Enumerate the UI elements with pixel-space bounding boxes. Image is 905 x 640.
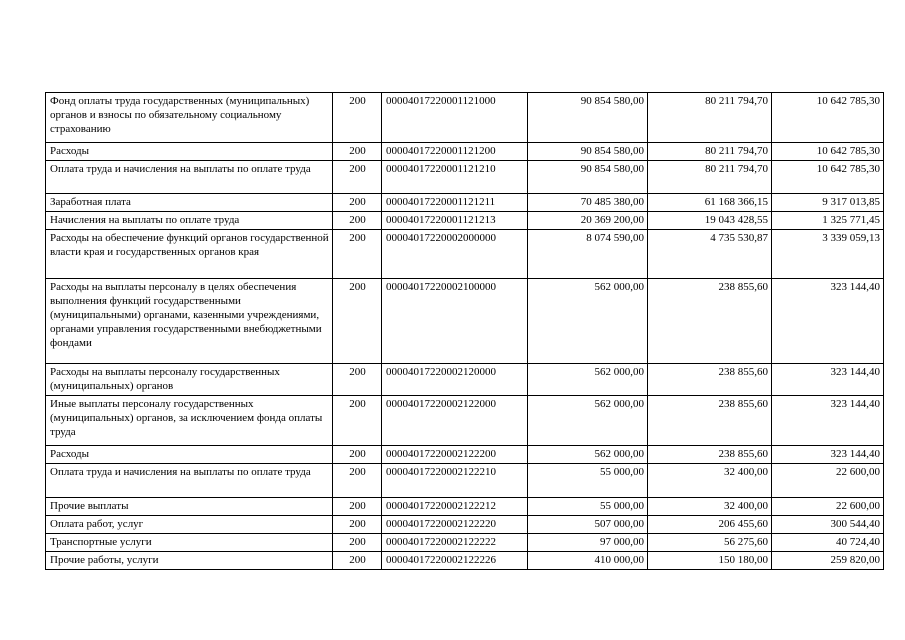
row-line-code: 200: [333, 552, 382, 570]
row-line-code: 200: [333, 212, 382, 230]
row-executed-amount: 80 211 794,70: [648, 161, 772, 194]
row-name: Оплата труда и начисления на выплаты по оплате труда: [46, 464, 333, 498]
row-line-code: 200: [333, 464, 382, 498]
row-unexecuted-amount: 10 642 785,30: [772, 161, 884, 194]
table-row: [46, 464, 884, 498]
row-unexecuted-amount: 22 600,00: [772, 464, 884, 498]
row-name: Расходы на выплаты персоналу в целях обеспечения выполнения функций государственными (муниципальными) органами, казенными учреждениями, органами управления государственными внебюджетными фондами: [46, 279, 333, 364]
table-row: [46, 212, 884, 230]
row-executed-amount: 238 855,60: [648, 279, 772, 364]
row-classification-code: 00004017220002122226: [382, 552, 528, 570]
row-executed-amount: 56 275,60: [648, 534, 772, 552]
row-classification-code: 00004017220001121210: [382, 161, 528, 194]
table-row: [46, 446, 884, 464]
row-name: Расходы: [46, 446, 333, 464]
row-approved-amount: 410 000,00: [528, 552, 648, 570]
row-executed-amount: 238 855,60: [648, 364, 772, 396]
row-unexecuted-amount: 40 724,40: [772, 534, 884, 552]
budget-execution-table: [45, 92, 884, 570]
table-row: [46, 498, 884, 516]
row-classification-code: 00004017220002120000: [382, 364, 528, 396]
row-executed-amount: 4 735 530,87: [648, 230, 772, 279]
row-name: Прочие выплаты: [46, 498, 333, 516]
table-row: [46, 161, 884, 194]
row-approved-amount: 562 000,00: [528, 364, 648, 396]
row-unexecuted-amount: 323 144,40: [772, 364, 884, 396]
table-row: [46, 194, 884, 212]
row-executed-amount: 32 400,00: [648, 464, 772, 498]
table-row: [46, 364, 884, 396]
table-row: [46, 516, 884, 534]
row-name: Фонд оплаты труда государственных (муниципальных) органов и взносы по обязательному социальному страхованию: [46, 93, 333, 143]
row-classification-code: 00004017220001121200: [382, 143, 528, 161]
row-unexecuted-amount: 323 144,40: [772, 446, 884, 464]
table-row: [46, 552, 884, 570]
document-page: [45, 92, 883, 570]
table-row: [46, 396, 884, 446]
row-unexecuted-amount: 300 544,40: [772, 516, 884, 534]
row-line-code: 200: [333, 534, 382, 552]
row-classification-code: 00004017220001121000: [382, 93, 528, 143]
table-row: [46, 279, 884, 364]
row-executed-amount: 80 211 794,70: [648, 143, 772, 161]
row-line-code: 200: [333, 279, 382, 364]
row-classification-code: 00004017220002122220: [382, 516, 528, 534]
row-classification-code: 00004017220002122212: [382, 498, 528, 516]
row-name: Расходы: [46, 143, 333, 161]
row-classification-code: 00004017220001121211: [382, 194, 528, 212]
row-classification-code: 00004017220002122210: [382, 464, 528, 498]
row-approved-amount: 70 485 380,00: [528, 194, 648, 212]
row-approved-amount: 97 000,00: [528, 534, 648, 552]
row-name: Начисления на выплаты по оплате труда: [46, 212, 333, 230]
row-name: Транспортные услуги: [46, 534, 333, 552]
row-approved-amount: 90 854 580,00: [528, 93, 648, 143]
row-executed-amount: 32 400,00: [648, 498, 772, 516]
row-name: Прочие работы, услуги: [46, 552, 333, 570]
row-name: Оплата работ, услуг: [46, 516, 333, 534]
row-unexecuted-amount: 22 600,00: [772, 498, 884, 516]
row-approved-amount: 8 074 590,00: [528, 230, 648, 279]
row-line-code: 200: [333, 161, 382, 194]
table-row: [46, 143, 884, 161]
row-classification-code: 00004017220002122222: [382, 534, 528, 552]
row-unexecuted-amount: 10 642 785,30: [772, 93, 884, 143]
row-name: Оплата труда и начисления на выплаты по оплате труда: [46, 161, 333, 194]
row-line-code: 200: [333, 396, 382, 446]
row-name: Заработная плата: [46, 194, 333, 212]
row-name: Расходы на обеспечение функций органов государственной власти края и государственных органов края: [46, 230, 333, 279]
row-approved-amount: 562 000,00: [528, 279, 648, 364]
row-approved-amount: 90 854 580,00: [528, 143, 648, 161]
row-unexecuted-amount: 323 144,40: [772, 279, 884, 364]
row-classification-code: 00004017220002100000: [382, 279, 528, 364]
row-executed-amount: 238 855,60: [648, 396, 772, 446]
row-line-code: 200: [333, 498, 382, 516]
row-line-code: 200: [333, 143, 382, 161]
row-classification-code: 00004017220002000000: [382, 230, 528, 279]
table-row: [46, 230, 884, 279]
row-approved-amount: 507 000,00: [528, 516, 648, 534]
row-line-code: 200: [333, 194, 382, 212]
row-name: Иные выплаты персоналу государственных (муниципальных) органов, за исключением фонда оплаты труда: [46, 396, 333, 446]
row-line-code: 200: [333, 230, 382, 279]
row-unexecuted-amount: 1 325 771,45: [772, 212, 884, 230]
row-executed-amount: 80 211 794,70: [648, 93, 772, 143]
row-approved-amount: 90 854 580,00: [528, 161, 648, 194]
row-executed-amount: 206 455,60: [648, 516, 772, 534]
row-unexecuted-amount: 9 317 013,85: [772, 194, 884, 212]
row-classification-code: 00004017220002122000: [382, 396, 528, 446]
row-unexecuted-amount: 10 642 785,30: [772, 143, 884, 161]
row-approved-amount: 562 000,00: [528, 446, 648, 464]
row-line-code: 200: [333, 516, 382, 534]
row-executed-amount: 19 043 428,55: [648, 212, 772, 230]
row-name: Расходы на выплаты персоналу государственных (муниципальных) органов: [46, 364, 333, 396]
row-approved-amount: 20 369 200,00: [528, 212, 648, 230]
table-row: [46, 93, 884, 143]
row-unexecuted-amount: 3 339 059,13: [772, 230, 884, 279]
row-approved-amount: 55 000,00: [528, 498, 648, 516]
row-unexecuted-amount: 259 820,00: [772, 552, 884, 570]
row-approved-amount: 562 000,00: [528, 396, 648, 446]
row-executed-amount: 238 855,60: [648, 446, 772, 464]
row-line-code: 200: [333, 364, 382, 396]
row-line-code: 200: [333, 93, 382, 143]
row-line-code: 200: [333, 446, 382, 464]
row-classification-code: 00004017220001121213: [382, 212, 528, 230]
row-executed-amount: 150 180,00: [648, 552, 772, 570]
row-executed-amount: 61 168 366,15: [648, 194, 772, 212]
row-approved-amount: 55 000,00: [528, 464, 648, 498]
table-row: [46, 534, 884, 552]
row-classification-code: 00004017220002122200: [382, 446, 528, 464]
row-unexecuted-amount: 323 144,40: [772, 396, 884, 446]
